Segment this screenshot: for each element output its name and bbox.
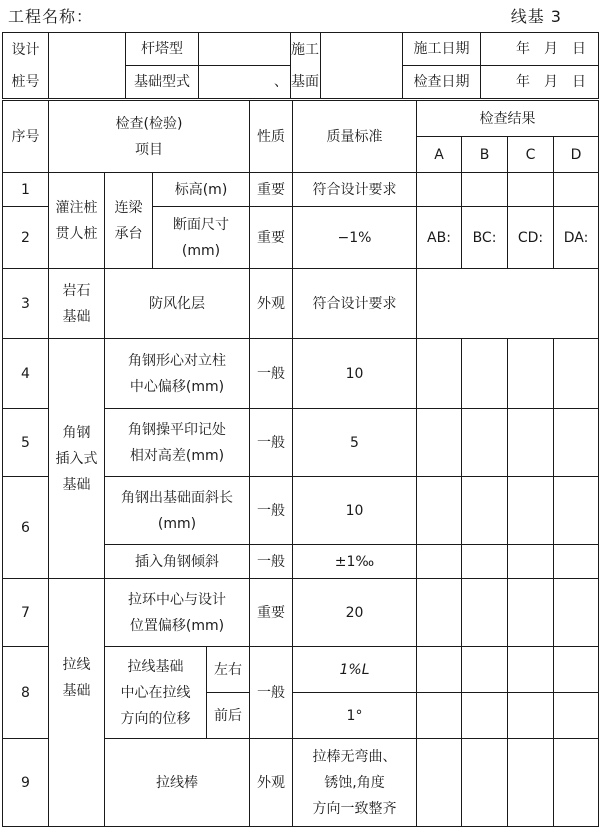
row-item: 插入角钢倾斜 (105, 545, 250, 579)
row-seq: 7 (3, 579, 49, 647)
row-seq: 1 (3, 173, 49, 207)
result-b[interactable] (462, 693, 508, 739)
row-standard: 20 (293, 579, 417, 647)
col-header-nature: 性质 (250, 101, 293, 173)
result-a[interactable] (417, 739, 462, 827)
row-group: 灌注桩 贯人桩 (49, 173, 105, 269)
construction-base-label: 施工 基面 (291, 33, 321, 99)
row-seq: 6 (3, 477, 49, 579)
result-a[interactable] (417, 173, 462, 207)
row-standard: 1%L (293, 647, 417, 693)
result-b[interactable] (462, 739, 508, 827)
result-a[interactable] (417, 693, 462, 739)
row-nature: 外观 (250, 269, 293, 339)
construction-date-label: 施工日期 (403, 33, 481, 66)
result-b[interactable] (462, 409, 508, 477)
result-c[interactable] (508, 173, 554, 207)
result-c[interactable] (508, 545, 554, 579)
result-c[interactable] (508, 409, 554, 477)
row-standard: 拉棒无弯曲、 锈蚀,角度 方向一致整齐 (293, 739, 417, 827)
result-b[interactable] (462, 579, 508, 647)
result-a[interactable] (417, 647, 462, 693)
row-standard: 5 (293, 409, 417, 477)
result-a[interactable] (417, 477, 462, 545)
result-d[interactable] (554, 739, 599, 827)
result-b[interactable]: BC: (462, 207, 508, 269)
row-standard: −1% (293, 207, 417, 269)
row-item: 防风化层 (105, 269, 250, 339)
construction-base-field[interactable] (321, 33, 403, 99)
row-item: 标高(m) (153, 173, 250, 207)
row-direction: 前后 (207, 693, 250, 739)
result-b[interactable] (462, 545, 508, 579)
row-standard: 1° (293, 693, 417, 739)
row-nature: 一般 (250, 409, 293, 477)
row-item: 角钢出基础面斜长 (mm) (105, 477, 250, 545)
result-c[interactable] (508, 339, 554, 409)
result-c[interactable] (508, 647, 554, 693)
table-row (3, 173, 599, 207)
row-standard: 10 (293, 477, 417, 545)
foundation-type-field[interactable]: 、 (199, 66, 291, 99)
foundation-type-label: 基础型式 (126, 66, 199, 99)
row-nature: 重要 (250, 173, 293, 207)
row-item: 断面尺寸 (mm) (153, 207, 250, 269)
row-item: 角钢操平印记处 相对高差(mm) (105, 409, 250, 477)
result-b[interactable] (462, 647, 508, 693)
form-code: 线基 3 (510, 7, 562, 26)
result-d[interactable] (554, 409, 599, 477)
result-d[interactable]: DA: (554, 207, 599, 269)
table-row (3, 339, 599, 409)
row-nature: 重要 (250, 579, 293, 647)
result-c[interactable] (508, 477, 554, 545)
result-c[interactable] (508, 693, 554, 739)
result-a[interactable]: AB: (417, 207, 462, 269)
project-name-label: 工程名称： (8, 7, 94, 26)
row-standard: 符合设计要求 (293, 269, 417, 339)
result-merged[interactable] (417, 269, 599, 339)
inspection-table (2, 100, 599, 827)
row-group: 角钢 插入式 基础 (49, 339, 105, 579)
col-header-d: D (554, 137, 599, 173)
design-pile-no-label: 设计 桩号 (3, 33, 49, 99)
row-item: 拉环中心与设计 位置偏移(mm) (105, 579, 250, 647)
row-seq: 4 (3, 339, 49, 409)
row-standard: ±1‰ (293, 545, 417, 579)
design-pile-no-field[interactable] (49, 33, 126, 99)
inspection-date-label: 检查日期 (403, 66, 481, 99)
tower-type-label: 杆塔型 (126, 33, 199, 66)
result-a[interactable] (417, 579, 462, 647)
row-seq: 9 (3, 739, 49, 827)
result-d[interactable] (554, 339, 599, 409)
result-d[interactable] (554, 647, 599, 693)
result-a[interactable] (417, 545, 462, 579)
row-standard: 符合设计要求 (293, 173, 417, 207)
row-subgroup: 连梁 承台 (105, 173, 153, 269)
col-header-results: 检查结果 (417, 101, 599, 137)
result-d[interactable] (554, 477, 599, 545)
inspection-date-field[interactable]: 年 月 日 (481, 66, 599, 99)
row-seq: 2 (3, 207, 49, 269)
col-header-c: C (508, 137, 554, 173)
row-group: 拉线 基础 (49, 579, 105, 827)
row-standard: 10 (293, 339, 417, 409)
header-table (2, 32, 599, 99)
row-seq: 5 (3, 409, 49, 477)
tower-type-field[interactable] (199, 33, 291, 66)
row-direction: 左右 (207, 647, 250, 693)
col-header-standard: 质量标准 (293, 101, 417, 173)
row-item: 角钢形心对立柱 中心偏移(mm) (105, 339, 250, 409)
row-item: 拉线基础 中心在拉线 方向的位移 (105, 647, 207, 739)
construction-date-field[interactable]: 年 月 日 (481, 33, 599, 66)
row-group: 岩石 基础 (49, 269, 105, 339)
row-item: 拉线棒 (105, 739, 250, 827)
result-c[interactable]: CD: (508, 207, 554, 269)
result-b[interactable] (462, 173, 508, 207)
result-a[interactable] (417, 409, 462, 477)
table-row (3, 579, 599, 647)
result-d[interactable] (554, 545, 599, 579)
table-row (3, 269, 599, 339)
row-nature: 一般 (250, 477, 293, 545)
row-nature: 一般 (250, 545, 293, 579)
result-c[interactable] (508, 739, 554, 827)
col-header-a: A (417, 137, 462, 173)
result-d[interactable] (554, 173, 599, 207)
row-nature: 一般 (250, 647, 293, 739)
result-b[interactable] (462, 339, 508, 409)
row-nature: 重要 (250, 207, 293, 269)
result-d[interactable] (554, 693, 599, 739)
col-header-b: B (462, 137, 508, 173)
col-header-item: 检查(检验) 项目 (49, 101, 250, 173)
result-d[interactable] (554, 579, 599, 647)
row-seq: 8 (3, 647, 49, 739)
result-b[interactable] (462, 477, 508, 545)
result-c[interactable] (508, 579, 554, 647)
col-header-seq: 序号 (3, 101, 49, 173)
row-nature: 一般 (250, 339, 293, 409)
result-a[interactable] (417, 339, 462, 409)
row-nature: 外观 (250, 739, 293, 827)
row-seq: 3 (3, 269, 49, 339)
